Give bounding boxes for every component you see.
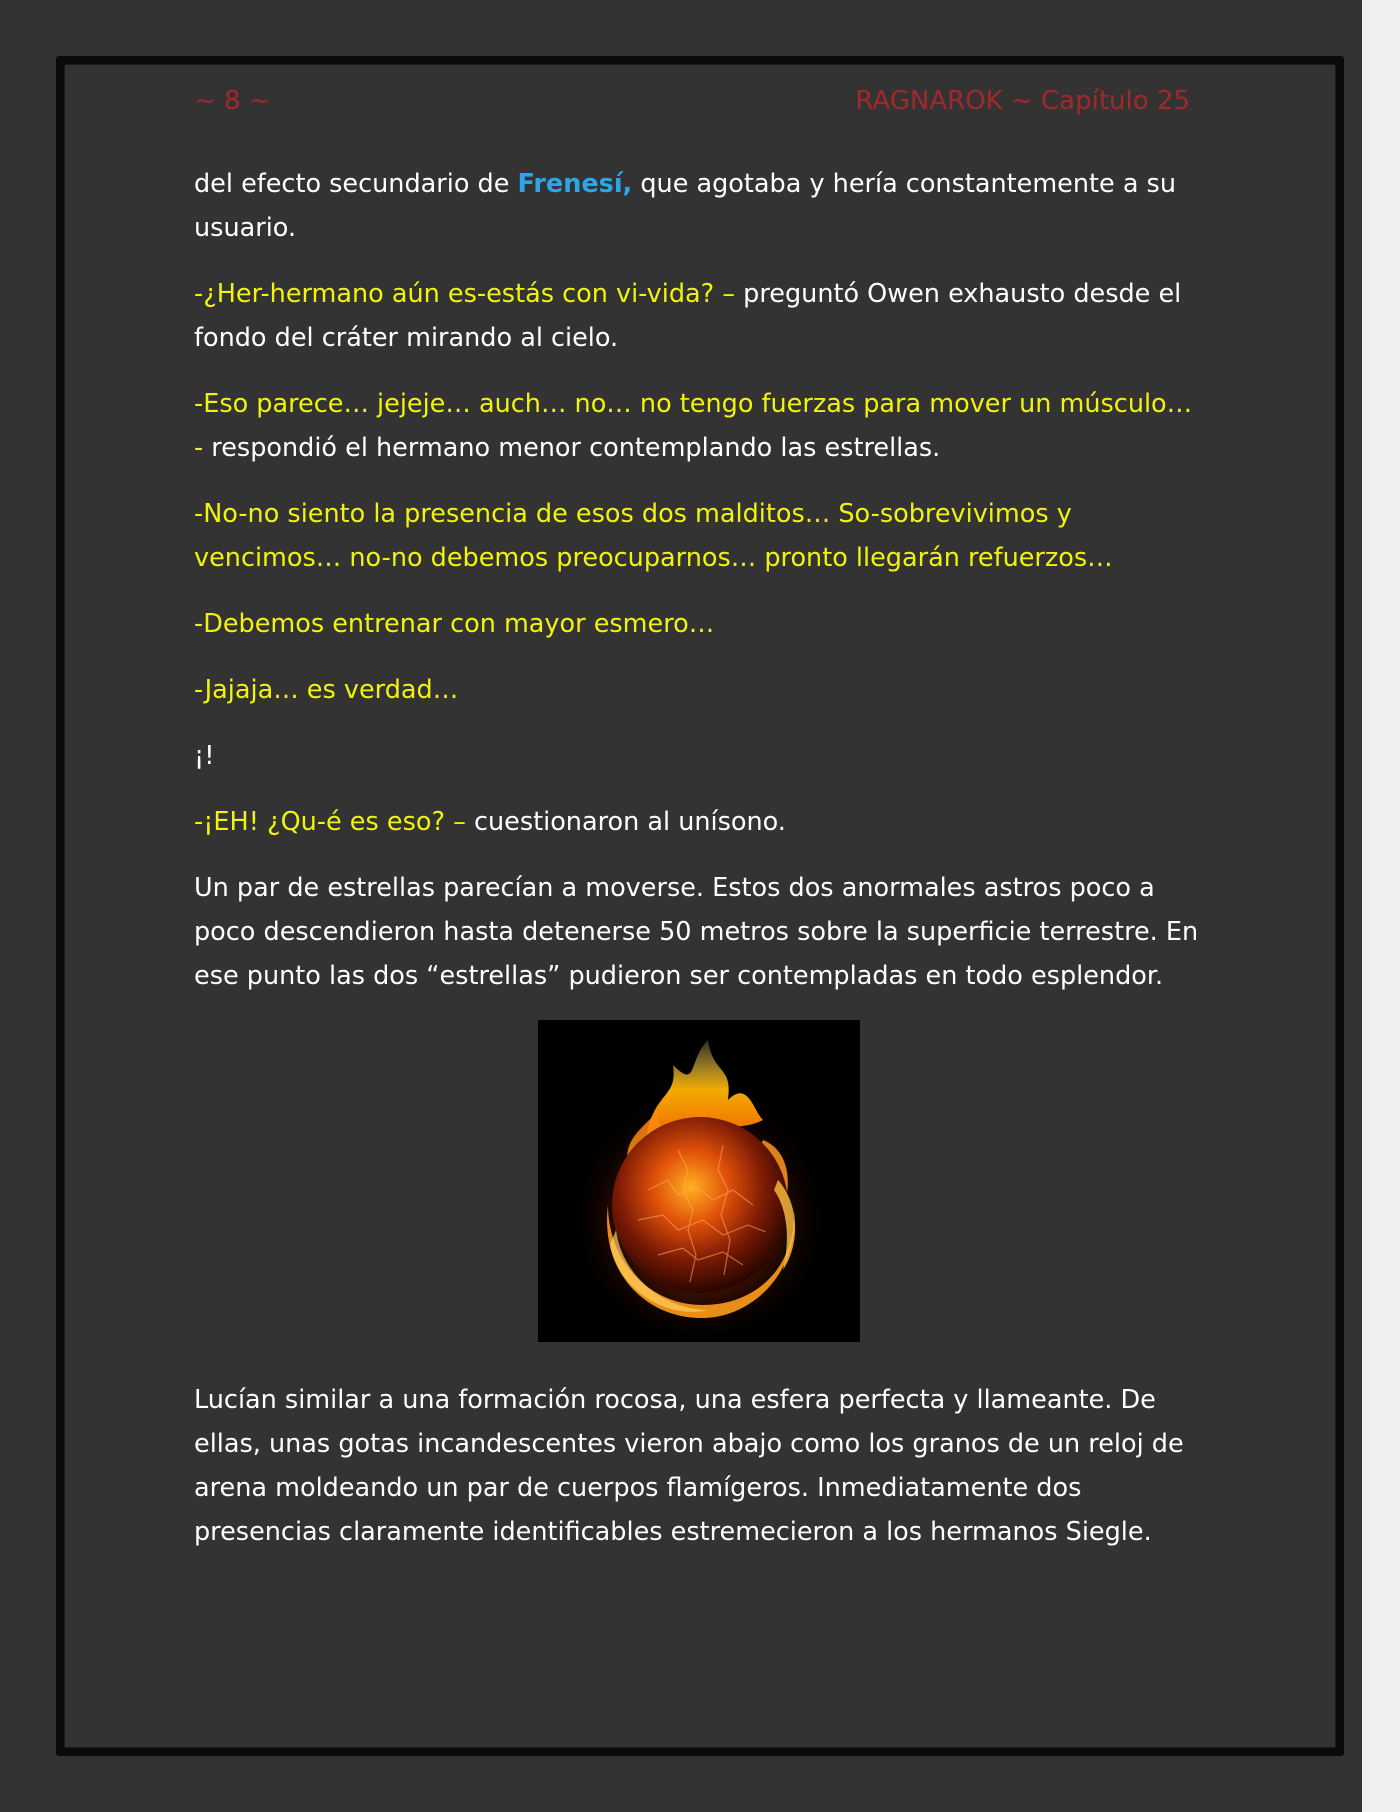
page-number: ~ 8 ~ [194, 86, 271, 116]
speech: -No-no siento la presencia de esos dos malditos… So-sobrevivimos y vencimos… no-no debemos preocuparnos… pronto llegarán refuerzos… [194, 499, 1113, 573]
speech: -Eso parece… jejeje… auch… no… no tengo fuerzas para mover un músculo… - [194, 389, 1193, 463]
flaming-sphere-image [538, 1020, 860, 1342]
dialogue-line [194, 492, 1204, 580]
flaming-sphere-illustration [538, 1020, 860, 1342]
dialogue-line [194, 382, 1204, 470]
skill-name-frenesi: Frenesí, [517, 169, 633, 199]
page-header [194, 86, 1190, 120]
speech: -¡EH! ¿Qu-é es eso? – [194, 807, 466, 837]
paragraph: Un par de estrellas parecían a moverse. Estos dos anormales astros poco a poco descendieron hasta detenerse 50 metros sobre la superficie terrestre. En ese punto las dos “estrellas” pudieron ser contempladas en todo esplendor. [194, 873, 1199, 991]
dialogue-line [194, 668, 1204, 712]
speech: -¿Her-hermano aún es-estás con vi-vida? – [194, 279, 736, 309]
page-edge [1362, 0, 1400, 1812]
dialogue-line [194, 602, 1204, 646]
paragraph: Lucían similar a una formación rocosa, una esfera perfecta y llameante. De ellas, unas gotas incandescentes vieron abajo como los granos de un reloj de arena moldeando un par de cuerpos flamígeros. Inmediatamente dos presencias claramente identificables estremecieron a los hermanos Siegle. [194, 1385, 1184, 1547]
exclamation: ¡! [194, 741, 215, 771]
narration: preguntó Owen exhausto desde el fondo del cráter mirando al cielo. [194, 279, 1182, 353]
speech: -Debemos entrenar con mayor esmero… [194, 609, 715, 639]
dialogue-line [194, 272, 1204, 360]
page-body [194, 162, 1204, 1576]
narration: cuestionaron al unísono. [465, 807, 786, 837]
running-title: RAGNAROK ~ Capítulo 25 [855, 86, 1190, 116]
paragraph: del efecto secundario de Frenesí, que agotaba y hería constantemente a su usuario. [194, 169, 1177, 243]
narration: respondió el hermano menor contemplando las estrellas. [203, 433, 941, 463]
speech: -Jajaja… es verdad… [194, 675, 459, 705]
dialogue-line [194, 800, 1204, 844]
